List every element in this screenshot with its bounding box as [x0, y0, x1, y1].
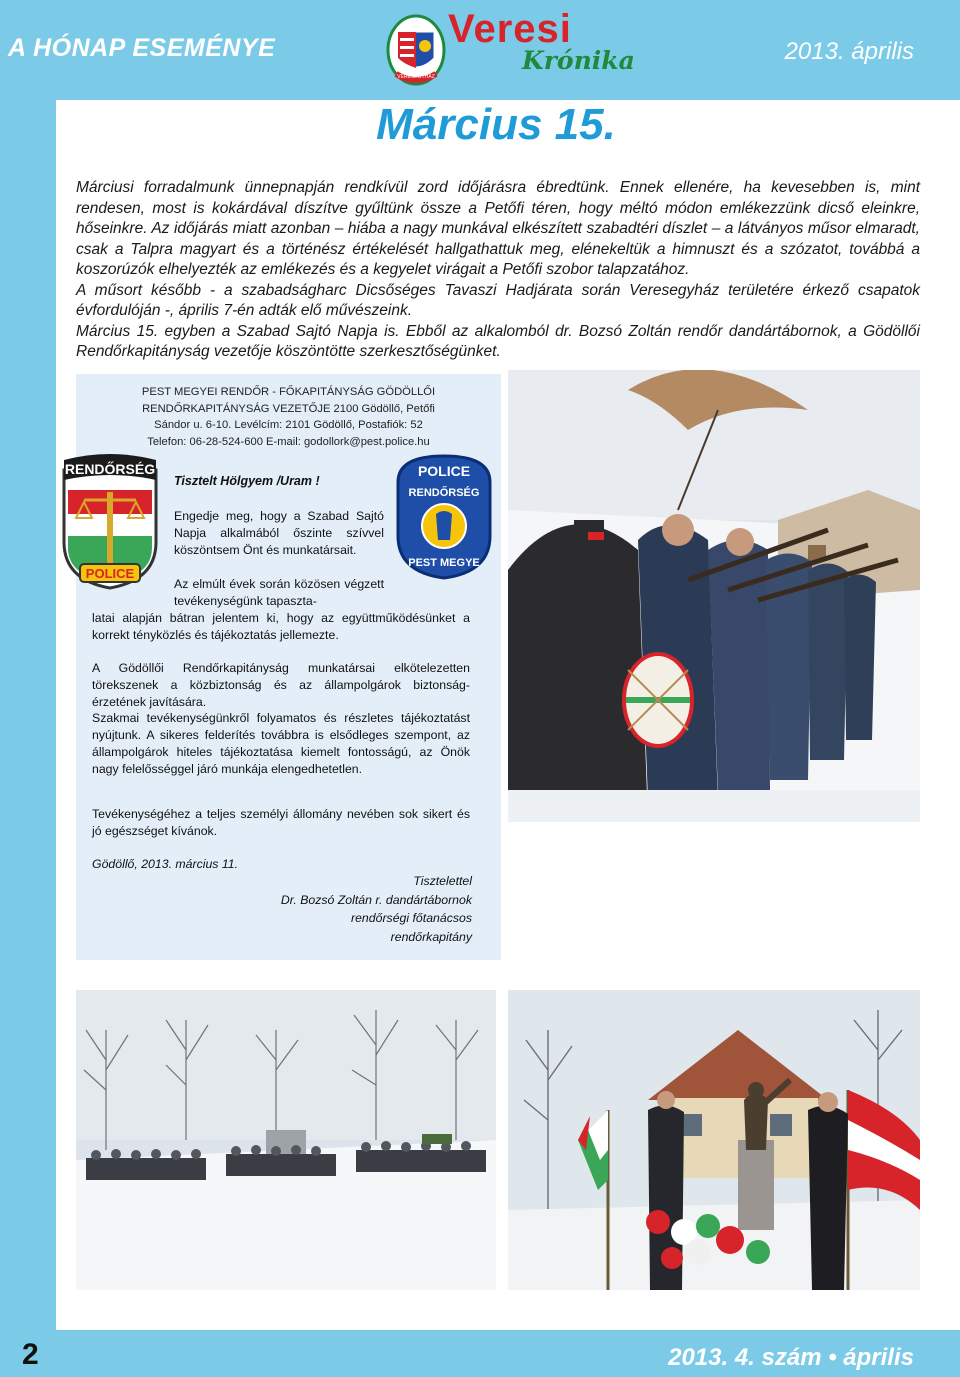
- letter-salutation: Tisztelt Hölgyem /Uram !: [174, 474, 320, 488]
- badge-left-bottom-text: POLICE: [85, 566, 135, 581]
- letter-paragraph-4: Szakmai tevékenységünkről folyamatos és részletes tájékoztatást nyújtunk. A sikeres felderítés továbbra is elsődleges szempont, az állampolgárok hiteles tájékoztatása kiemelt fontosságú, az Önök nagy felelősséggel járó munkája elengedhetetlen.: [92, 711, 470, 776]
- badge-right-mid-text: RENDŐRSÉG: [408, 487, 480, 499]
- letter-header-line: RENDŐRKAPITÁNYSÁG VEZETŐJE 2100 Gödöllő, Petőfi: [142, 402, 435, 415]
- brand-subtitle: Krónika: [522, 46, 635, 75]
- intro-paragraph-3: Március 15. egyben a Szabad Sajtó Napja is. Ebből az alkalomból dr. Bozsó Zoltán rendőr dandártábornok, a Gödöllői Rendőrkapitányság vezetője köszöntötte szerkesztőségünket.: [76, 322, 920, 360]
- police-badge-right: [392, 452, 496, 580]
- police-badge-left: [60, 452, 160, 592]
- photo-hussars-salute: [508, 370, 920, 822]
- letter-paragraph-2b: latai alapján bátran jelentem ki, hogy az együttműködésünket a korrekt tényközlés és tájékoztatás jellemezte.: [92, 611, 470, 642]
- letter-header-line: Sándor u. 6-10. Levélcím: 2101 Gödöllő, Postafiók: 52: [154, 419, 423, 431]
- headline-text: Március 15.: [376, 100, 616, 149]
- letter-header-line: Telefon: 06-28-524-600 E-mail: godollork@pest.police.hu: [147, 435, 430, 448]
- letter-paragraph-5: Tevékenységéhez a teljes személyi állomány nevében sok sikert és jó egészséget kívánok.: [92, 807, 470, 838]
- left-sidebar: [0, 0, 56, 1377]
- badge-right-top-text: POLICE: [417, 463, 471, 479]
- footer-issue: 2013. 4. szám • április: [668, 1344, 914, 1371]
- letter-paragraph-2a: Az elmúlt évek során közösen végzett tevékenységünk tapaszta-: [174, 577, 384, 608]
- letter-paragraph-3: A Gödöllői Rendőrkapitányság munkatársai elkötelezetten törekszenek a közbiztonság és az állampolgárok biztonság-érzetének javítására.: [92, 661, 470, 709]
- intro-paragraph-1: Márciusi forradalmunk ünnepnapján rendkívül zord időjárásra ébredtünk. Ennek ellenére, ha kevesebben is, mint rendesen, most is kokárdával díszítve gyűltünk össze a Petőfi téren, hogy méltó módon emlékezzünk dicső eleinkre, hőseinkre. Az időjárás miatt azonban – hiába a nagy munkával elkészített szabadtéri díszlet – a látványos műsor elmaradt, csak a Talpra magyart és a történész értékelését hallgathattuk meg, elénekeltük a himnuszt és a szózatot, továbbá a koszorúzók elhelyezték az emlékezés és a kegyelet virágait a Petőfi szobor talapzatához.: [76, 179, 920, 278]
- photo-crowd-snow: [76, 990, 496, 1290]
- page-number: 2: [22, 1338, 39, 1371]
- signature-rank: rendőrségi főtanácsos: [351, 911, 472, 925]
- signature-title: rendőrkapitány: [390, 929, 472, 944]
- intro-paragraph-2: A műsort később - a szabadságharc Dicsőséges Tavaszi Hadjárata során Veresegyház területére érkező csapatok évfordulóján -, április 7-én adták elő művészeink.: [76, 281, 920, 319]
- brand-name: Veresi: [448, 7, 572, 51]
- letter-paragraph-1: Engedje meg, hogy a Szabad Sajtó Napja alkalmából őszinte szívvel köszöntsem Önt és munkatársait.: [174, 509, 384, 557]
- badge-left-top-text: RENDŐRSÉG: [64, 461, 156, 477]
- signature-name: Dr. Bozsó Zoltán r. dandártábornok: [280, 892, 472, 907]
- letter-place-date: Gödöllő, 2013. március 11.: [92, 857, 239, 871]
- crest-text: VERESEGYHÁZ: [397, 74, 435, 80]
- signature-closing: Tisztelettel: [413, 874, 472, 888]
- headline: [0, 100, 960, 150]
- photo-petofi-statue: [508, 990, 920, 1290]
- letter-header: [76, 384, 501, 450]
- letter-signature: [240, 872, 472, 946]
- letter-header-line: PEST MEGYEI RENDŐR - FŐKAPITÁNYSÁG GÖDÖLLŐI: [141, 386, 436, 398]
- issue-date: 2013. április: [784, 38, 914, 65]
- badge-right-bottom-text: PEST MEGYE: [408, 557, 480, 569]
- intro-text: [76, 178, 920, 363]
- section-title: A HÓNAP ESEMÉNYE: [8, 34, 276, 62]
